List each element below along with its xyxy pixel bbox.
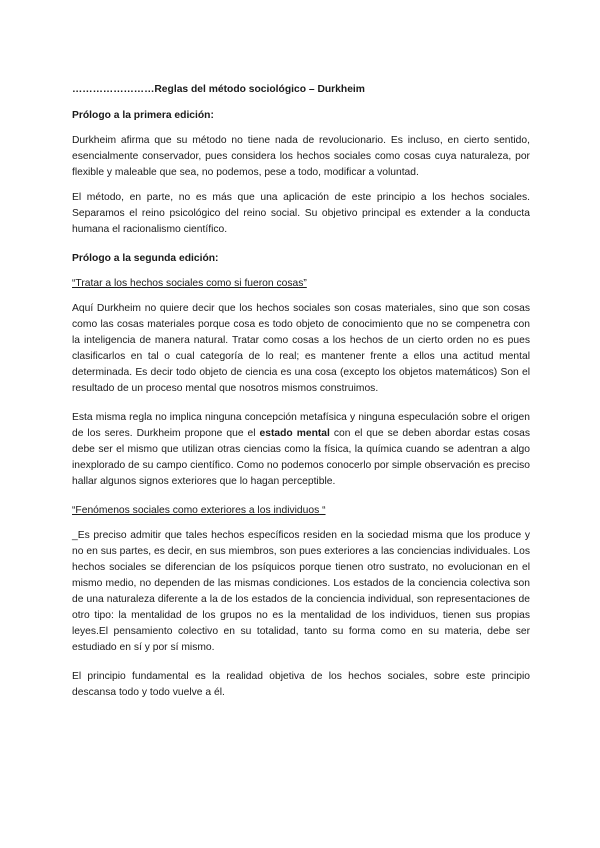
document-title: ……………………Reglas del método sociológico – Durkheim	[72, 84, 365, 95]
document-page	[72, 82, 530, 710]
paragraph-5: _Es preciso admitir que tales hechos específicos residen en la sociedad misma que los produce y no en sus partes, es decir, en sus miembros, son pues exteriores a las conciencias individuales. Los hechos sociales se diferencian de los psíquicos porque tienen otro sustrato, no evolucionan en el mismo medio, no dependen de las mismas condiciones. Los estados de la conciencia colectiva son de una naturaleza diferente a la de los estados de la conciencia individual, son representaciones de otro tipo: la mentalidad de los grupos no es la mentalidad de los individuos, tienen sus propias leyes.El pensamiento colectivo en su totalidad, tanto su forma como en su materia, debe ser estudiado en sí y por sí mismo.	[72, 530, 530, 653]
paragraph-2: El método, en parte, no es más que una aplicación de este principio a los hechos sociales. Separamos el reino psicológico del reino social. Su objetivo principal es extender a la conducta humana el racionalismo científico.	[72, 192, 530, 235]
subheading-cosas: “Tratar a los hechos sociales como si fueron cosas”	[72, 278, 307, 289]
paragraph-1: Durkheim afirma que su método no tiene nada de revolucionario. Es incluso, en cierto sentido, esencialmente conservador, pues considera los hechos sociales como cosas cuya naturaleza, por flexible y maleable que sea, no podemos, pese a todo, modificar a voluntad.	[72, 135, 530, 178]
paragraph-4-text-a: Esta misma regla no implica ninguna concepción metafísica y ninguna especulación sobre el origen de los seres. Durkheim propone que el	[72, 412, 530, 439]
paragraph-4-bold: estado mental	[259, 428, 330, 439]
paragraph-4-text-b: con el que se deben abordar estas cosas debe ser el mismo que utilizan otras ciencias como la física, la química cuando se adentran a algo inexplorado de su campo científico. Como no podemos conocerlo por simple observación es preciso hallar algunos signos exteriores que lo hagan perceptible.	[72, 428, 530, 487]
heading-first-edition: Prólogo a la primera edición:	[72, 110, 214, 121]
paragraph-6: El principio fundamental es la realidad objetiva de los hechos sociales, sobre este principio descansa todo y todo vuelve a él.	[72, 671, 530, 698]
heading-second-edition: Prólogo a la segunda edición:	[72, 253, 219, 264]
subheading-exteriores: “Fenómenos sociales como exteriores a los individuos “	[72, 505, 326, 516]
paragraph-4	[72, 410, 530, 490]
paragraph-3: Aquí Durkheim no quiere decir que los hechos sociales son cosas materiales, sino que son cosas como las cosas materiales porque cosa es todo objeto de conocimiento que no se compenetra con la inteligencia de manera natural. Tratar como cosas a los hechos de un cierto orden no es pues clasificarlos en tal o cual categoría de lo real; es mantener frente a ellos una actitud mental determinada. Es decir todo objeto de ciencia es una cosa (excepto los objetos matemáticos) Son el resultado de un proceso mental que nosotros mismos construimos.	[72, 303, 530, 394]
